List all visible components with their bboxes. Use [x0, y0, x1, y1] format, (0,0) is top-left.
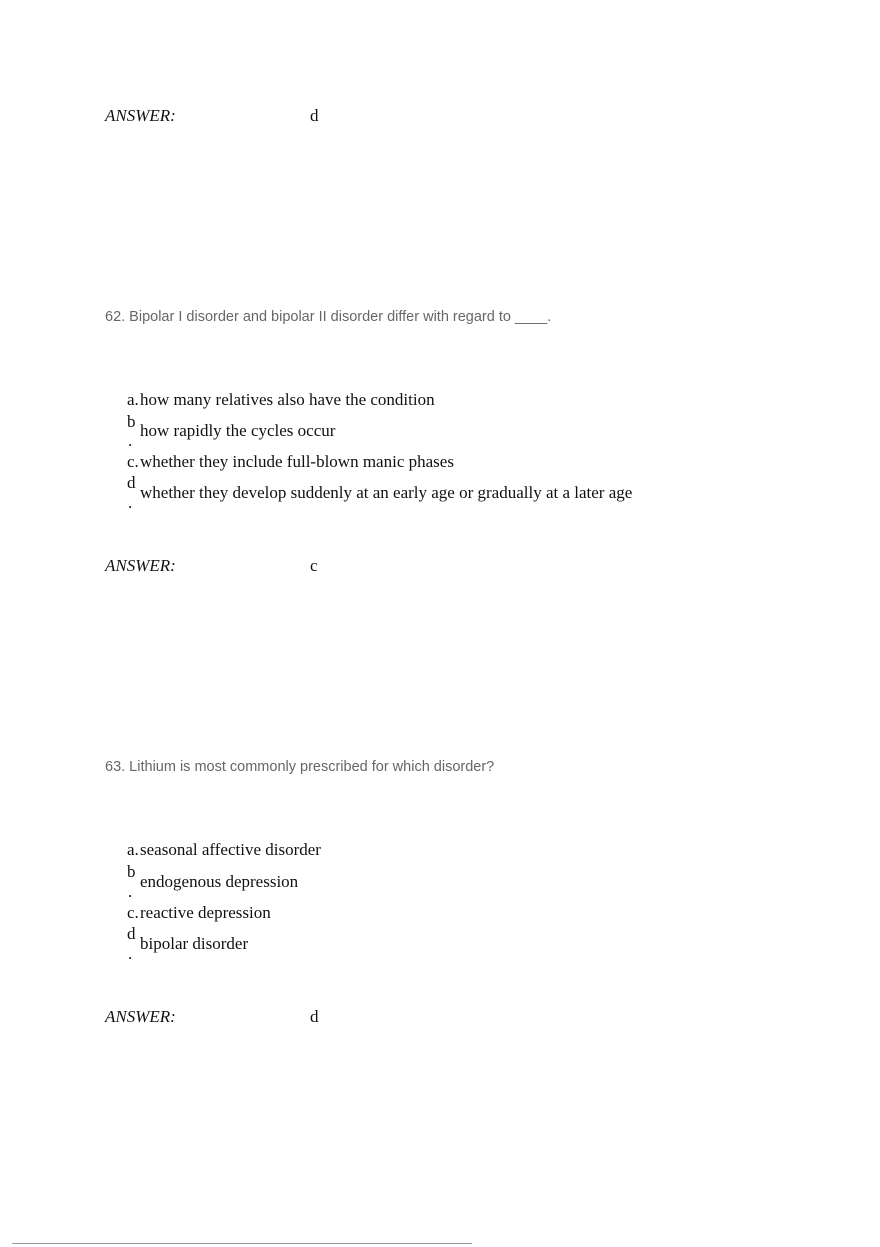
option-text: endogenous depression: [140, 872, 299, 891]
option-text: bipolar disorder: [140, 934, 249, 953]
option-text: how rapidly the cycles occur: [140, 421, 336, 440]
option-letter: c.: [127, 452, 139, 471]
option-letter: d: [127, 924, 136, 943]
option-letter: a.: [127, 840, 139, 859]
option-text: how many relatives also have the condition: [140, 390, 435, 409]
option-letter: a.: [127, 390, 139, 409]
answer-label: ANSWER:: [105, 106, 176, 125]
question-62-text: 62. Bipolar I disorder and bipolar II disorder differ with regard to ____.: [105, 309, 552, 325]
option-letter: d: [127, 473, 136, 492]
answer-label: ANSWER:: [105, 556, 176, 575]
question-63-text: 63. Lithium is most commonly prescribed for which disorder?: [105, 759, 495, 775]
option-letter: b: [127, 862, 136, 881]
option-dot: .: [128, 944, 133, 963]
answer-value: d: [310, 106, 319, 125]
option-text: seasonal affective disorder: [140, 840, 321, 859]
option-dot: .: [128, 882, 133, 901]
option-dot: .: [128, 493, 133, 512]
answer-value: d: [310, 1007, 319, 1026]
answer-value: c: [310, 556, 318, 575]
option-letter: c.: [127, 903, 139, 922]
option-text: whether they include full-blown manic phases: [140, 452, 454, 471]
option-letter: b: [127, 412, 136, 431]
option-dot: .: [128, 431, 133, 450]
answer-label: ANSWER:: [105, 1007, 176, 1026]
option-text: whether they develop suddenly at an early age or gradually at a later age: [140, 483, 633, 502]
footer-divider: [12, 1243, 472, 1244]
option-text: reactive depression: [140, 903, 271, 922]
